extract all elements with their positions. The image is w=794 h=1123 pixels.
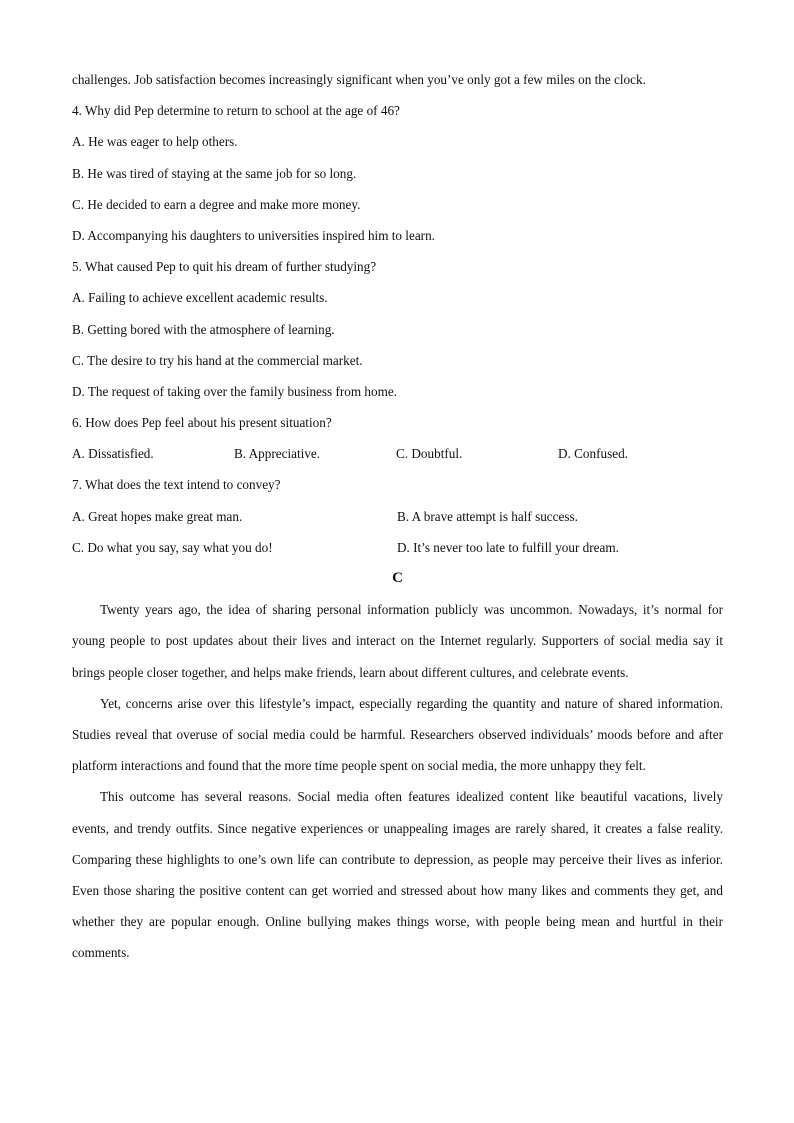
question-6-option-b: B. Appreciative. — [234, 446, 321, 462]
question-4-option-d: D. Accompanying his daughters to universities inspired him to learn. — [72, 227, 435, 243]
question-4-stem: 4. Why did Pep determine to return to school at the age of 46? — [72, 103, 400, 119]
question-5-option-d: D. The request of taking over the family business from home. — [72, 383, 397, 399]
section-c-heading: C — [392, 570, 403, 586]
question-7-options-row-1 — [72, 501, 723, 532]
document-page — [72, 64, 723, 969]
question-5-stem: 5. What caused Pep to quit his dream of further studying? — [72, 259, 377, 275]
question-7-option-c: C. Do what you say, say what you do! — [72, 539, 273, 555]
question-6-stem: 6. How does Pep feel about his present situation? — [72, 415, 332, 431]
question-4-option-c: C. He decided to earn a degree and make more money. — [72, 196, 361, 212]
question-5-option-a: A. Failing to achieve excellent academic results. — [72, 290, 328, 306]
question-5-option-b: B. Getting bored with the atmosphere of learning. — [72, 321, 335, 337]
question-4-option-a: A. He was eager to help others. — [72, 134, 238, 150]
question-7-option-d: D. It’s never too late to fulfill your dream. — [397, 539, 619, 555]
question-6-options — [72, 438, 723, 469]
section-c-paragraph-2: Yet, concerns arise over this lifestyle’s impact, especially regarding the quantity and nature of shared information. Studies reveal that overuse of social media could be harmful. Researchers observed individuals’ moods before and after platform interactions and found that the more time people spent on social media, the more unhappy they felt. — [72, 695, 723, 774]
question-7-option-b: B. A brave attempt is half success. — [397, 508, 578, 524]
question-7-stem: 7. What does the text intend to convey? — [72, 477, 281, 493]
question-6-option-d: D. Confused. — [558, 446, 628, 462]
question-7-options-row-2 — [72, 532, 723, 563]
section-c-paragraph-1: Twenty years ago, the idea of sharing personal information publicly was uncommon. Nowadays, it’s normal for young people to post updates about their lives and interact on the Internet regularly. Supporters of social media say it brings people closer together, and helps make friends, learn about different cultures, and celebrate events. — [72, 602, 723, 680]
question-4-option-b: B. He was tired of staying at the same job for so long. — [72, 165, 357, 181]
question-7-option-a: A. Great hopes make great man. — [72, 508, 243, 524]
question-5-option-c: C. The desire to try his hand at the commercial market. — [72, 352, 363, 368]
question-6-option-c: C. Doubtful. — [396, 446, 463, 462]
section-c-paragraph-3: This outcome has several reasons. Social media often features idealized content like beautiful vacations, lively events, and trendy outfits. Since negative experiences or unappealing images are rarely shared, it creates a false reality. Comparing these highlights to one’s own life can contribute to depression, as people may perceive their lives as inferior. Even those sharing the positive content can get worried and stressed about how many likes and comments they get, and whether they are popular enough. Online bullying makes things worse, with people being mean and hurtful in their comments. — [72, 789, 723, 961]
question-6-option-a: A. Dissatisfied. — [72, 446, 154, 462]
lead-line: challenges. Job satisfaction becomes increasingly significant when you’ve only got a few miles on the clock. — [72, 72, 646, 87]
